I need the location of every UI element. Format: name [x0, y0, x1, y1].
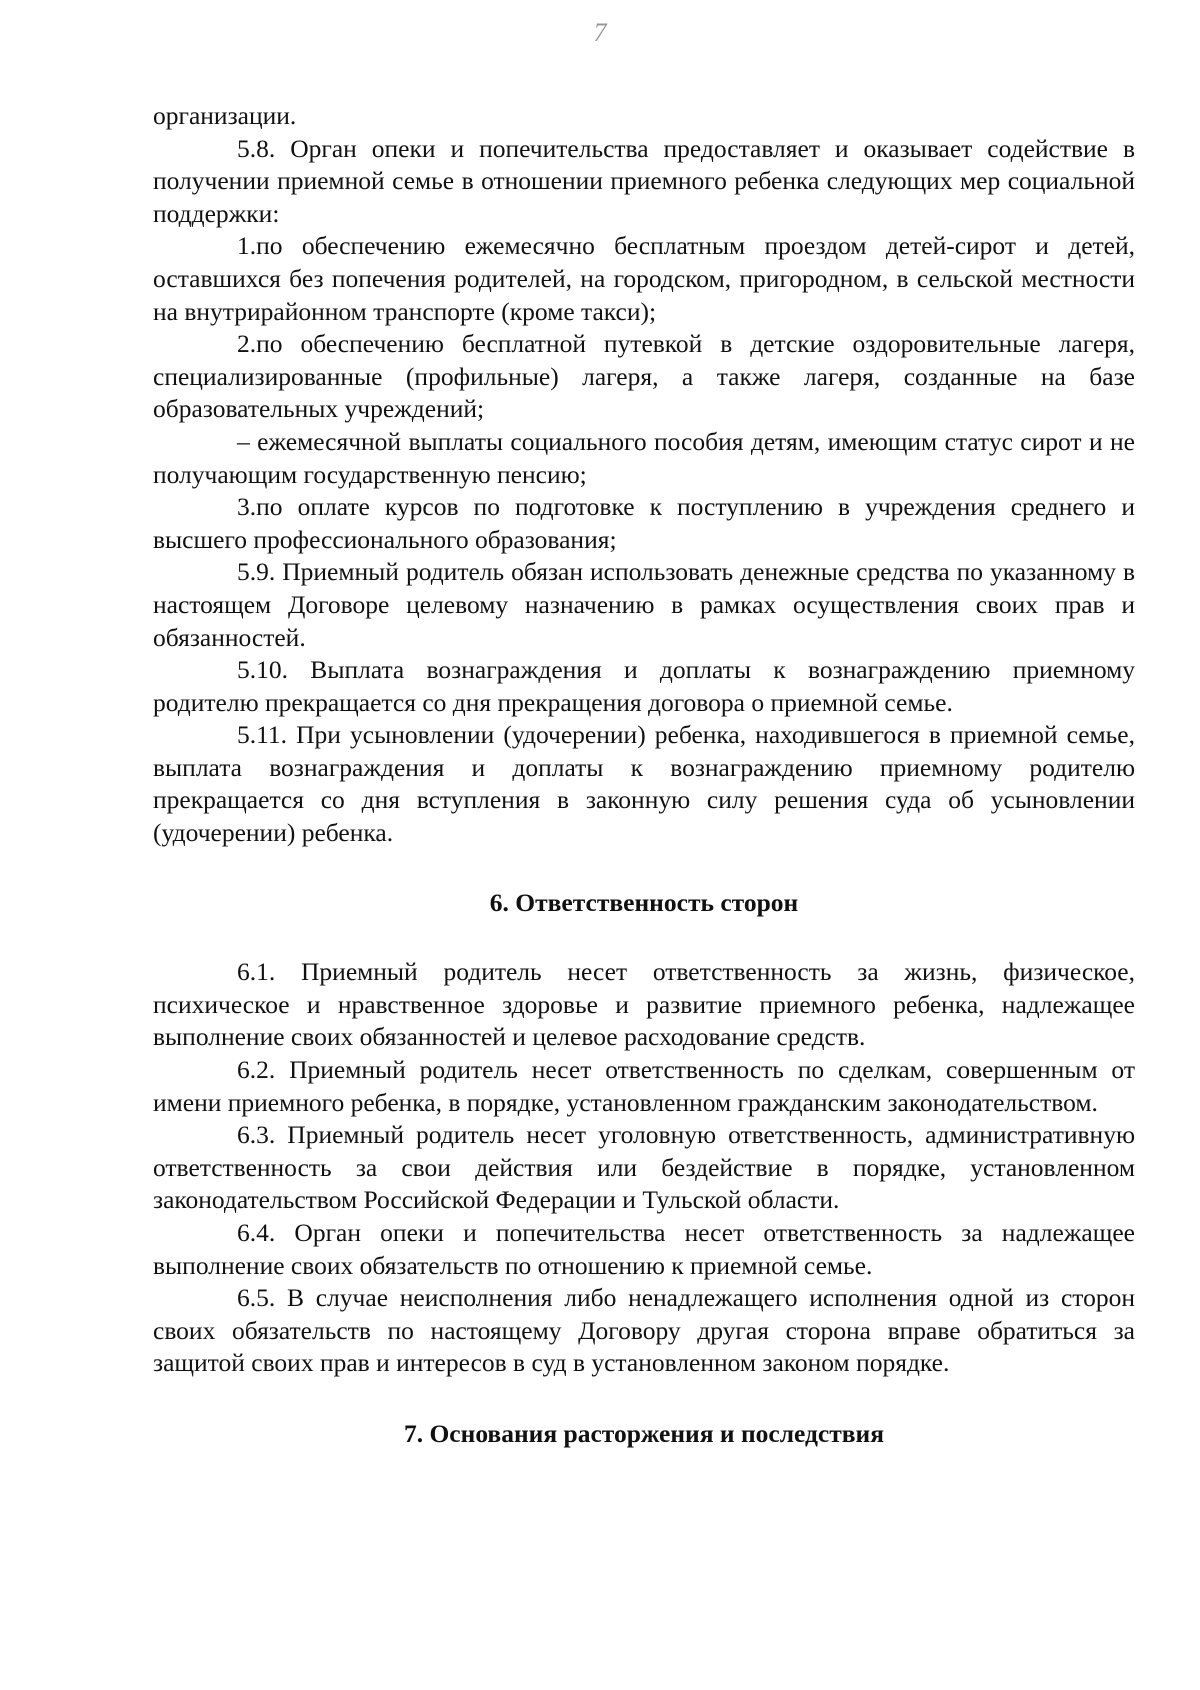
paragraph-6-5: 6.5. В случае неисполнения либо ненадлежащего исполнения одной из сторон своих обязательств по настоящему Договору другая сторона вправе обратиться за защитой своих прав и интересов в суд в установленном законом порядке.: [153, 1283, 1135, 1378]
paragraph-6-2: 6.2. Приемный родитель несет ответственность по сделкам, совершенным от имени приемного ребенка, в порядке, установленном гражданским законодательством.: [153, 1055, 1135, 1117]
paragraph-5-10: 5.10. Выплата вознаграждения и доплаты к вознаграждению приемному родителю прекращается со дня прекращения договора о приемной семье.: [153, 655, 1135, 717]
section-heading-6: 6. Ответственность сторон: [489, 887, 799, 917]
paragraph-6-3: 6.3. Приемный родитель несет уголовную ответственность, административную ответственность за свои действия или бездействие в порядке, установленном законодательством Российской Федерации и Тульской области.: [153, 1120, 1135, 1215]
list-item-3: 3.по оплате курсов по подготовке к поступлению в учреждения среднего и высшего профессионального образования;: [153, 492, 1135, 554]
paragraph-continuation: организации.: [153, 101, 297, 130]
section-heading-7: 7. Основания расторжения и последствия: [403, 1418, 885, 1448]
list-item-dash: – ежемесячной выплаты социального пособия детям, имеющим статус сирот и не получающим государственную пенсию;: [153, 426, 1135, 489]
paragraph-5-9: 5.9. Приемный родитель обязан использовать денежные средства по указанному в настоящем Договоре целевому назначению в рамках осуществления своих прав и обязанностей.: [153, 557, 1135, 652]
paragraph-5-8: 5.8. Орган опеки и попечительства предоставляет и оказывает содействие в получении приемной семье в отношении приемного ребенка следующих мер социальной поддержки:: [153, 133, 1135, 228]
paragraph-6-1: 6.1. Приемный родитель несет ответственность за жизнь, физическое, психическое и нравственное здоровье и развитие приемного ребенка, надлежащее выполнение своих обязанностей и целевое расходование средств.: [153, 957, 1135, 1052]
list-item-2: 2.по обеспечению бесплатной путевкой в детские оздоровительные лагеря, специализированные (профильные) лагеря, а также лагеря, созданные на базе образовательных учреждений;: [153, 329, 1135, 424]
document-body: [153, 100, 1135, 1451]
paragraph-5-11: 5.11. При усыновлении (удочерении) ребенка, находившегося в приемной семье, выплата вознаграждения и доплаты к вознаграждению приемному родителю прекращается со дня вступления в законную силу решения суда об усыновлении (удочерении) ребенка.: [153, 720, 1135, 848]
paragraph-6-4: 6.4. Орган опеки и попечительства несет ответственность за надлежащее выполнение своих обязательств по отношению к приемной семье.: [153, 1218, 1135, 1280]
list-item-1: 1.по обеспечению ежемесячно бесплатным проездом детей-сирот и детей, оставшихся без попечения родителей, на городском, пригородном, в сельской местности на внутрирайонном транспорте (кроме такси);: [153, 231, 1135, 326]
page-number: 7: [593, 18, 607, 47]
